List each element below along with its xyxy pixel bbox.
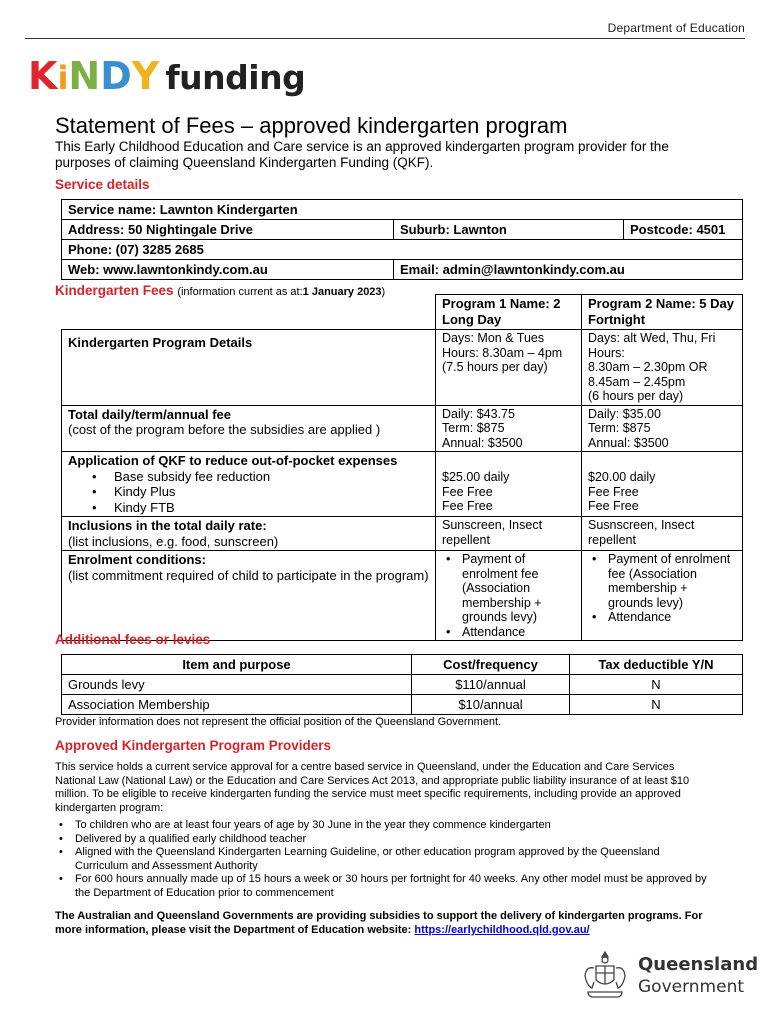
service-details-heading: Service details [55,177,150,192]
column-header: Cost/frequency [412,655,570,675]
program-2-details [582,330,743,406]
program-details-label: Kindergarten Program Details [62,330,436,406]
column-header: Item and purpose [62,655,412,675]
approved-providers-text: This service holds a current service approval for a centre based service in Queensland, under the Education and Care Services National Law (National Law) or the Education and Care Services Act 2013, and appropriate public liability insurance of at least $10 million. To be eligible to receive kindergarten funding the service must meet specific requirements, including provide an approved kindergarten program: [55,761,690,814]
inclusions-title: Inclusions in the total daily rate: [68,518,267,533]
p2-total-line: Term: $875 [588,421,651,435]
p2-detail-line: Days: alt Wed, Thu, Fri [588,331,716,345]
table-row [62,675,743,695]
funding-wordmark: funding [165,58,306,97]
p2-detail-line: Hours: [588,345,625,360]
program-1-total [436,405,582,452]
enrolment-label [62,551,436,641]
intro-text: This Early Childhood Education and Care service is an approved kindergarten program provider for the purposes of claiming Queensland Kindergarten Funding (QKF). [55,139,669,170]
page-title: Statement of Fees – approved kindergarten program [55,113,568,138]
program-1-inclusions: Sunscreen, Insect repellent [436,517,582,551]
queensland-government-logo [578,948,759,1004]
p2-detail-line: (6 hours per day) [588,389,684,403]
p1-total-line: Daily: $43.75 [442,406,515,421]
kindy-letter: N [68,54,101,98]
table-cell: Grounds levy [62,675,412,695]
program-2-enrolment [582,551,743,641]
table-cell: $110/annual [412,675,570,695]
table-row [62,695,743,715]
department-website-link[interactable]: https://earlychildhood.qld.gov.au/ [414,924,590,936]
fees-note-prefix: (information current as at: [177,286,303,298]
enrolment-title: Enrolment conditions: [68,552,206,567]
department-name: Department of Education [607,21,745,35]
funding-statement [55,909,725,937]
table-cell: N [570,695,743,715]
p1-total-line: Annual: $3500 [442,435,523,450]
kindy-letter: K [28,54,58,98]
list-item: • Attendance [588,610,736,625]
logo-line-government: Government [638,977,745,997]
total-fee-label [62,405,436,452]
kindy-letter: D [100,54,132,98]
inclusions-label [62,517,436,551]
funding-statement-text: The Australian and Queensland Governments are providing subsidies to support the delivery of kindergarten programs. For more information, please visit the Department of Education website: [55,910,703,936]
list-item: • For 600 hours annually made up of 15 hours a week or 30 hours per fortnight for 40 weeks. Any other model must be approved by the Department of Education prior to commencement [55,873,715,900]
total-fee-title: Total daily/term/annual fee [68,406,232,422]
program-2-inclusions: Susnscreen, Insect repellent [582,517,743,551]
coat-of-arms-icon [578,948,632,1002]
approved-requirements-list [55,819,715,900]
column-header: Tax deductible Y/N [570,655,743,675]
list-item: • Base subsidy fee reduction [68,469,429,485]
additional-fees-table [61,654,743,715]
kindy-letter: i [57,59,69,97]
service-suburb: Suburb: Lawnton [394,220,624,240]
list-item: • Attendance [442,625,575,640]
queensland-government-wordmark [638,954,758,998]
enrolment-subtitle: (list commitment required of child to participate in the program) [68,567,429,583]
program-1-name: Program 1 Name: 2 Long Day [436,295,582,330]
fees-note-suffix: ) [381,286,386,298]
kindy-funding-logo [28,54,305,98]
list-item: • Payment of enrolment fee (Association membership + grounds levy) [442,552,575,625]
list-item: • Kindy FTB [68,500,429,516]
service-name: Service name: Lawnton Kindergarten [62,200,743,220]
kindy-wordmark [28,54,159,100]
p1-qkf-line: Fee Free [442,484,493,499]
p2-detail-line: 8.30am – 2.30pm OR [588,360,708,374]
p1-detail-line: Hours: 8.30am – 4pm [442,345,563,360]
p2-total-line: Daily: $35.00 [588,406,661,421]
list-item: • Aligned with the Queensland Kindergarten Learning Guideline, or other education program approved by the Queensland Curriculum and Assessment Authority [55,846,715,873]
qkf-title: Application of QKF to reduce out-of-pocket expenses [68,453,398,468]
program-2-name: Program 2 Name: 5 Day Fortnight [582,295,743,330]
list-item: • Kindy Plus [68,484,429,500]
list-item: • Delivered by a qualified early childhood teacher [55,833,715,847]
approved-providers-heading: Approved Kindergarten Program Providers [55,738,332,753]
qkf-list [68,469,429,516]
qkf-label [62,452,436,517]
p1-detail-line: (7.5 hours per day) [442,360,548,374]
list-item: • To children who are at least four years of age by 30 June in the year they commence kindergarten [55,819,715,833]
program-2-total [582,405,743,452]
provider-note: Provider information does not represent the official position of the Queensland Government. [55,716,502,728]
inclusions-subtitle: (list inclusions, e.g. food, sunscreen) [68,533,279,549]
table-cell: N [570,675,743,695]
additional-fees-heading: Additional fees or levies [55,632,211,647]
p1-qkf-line: $25.00 daily [442,470,510,484]
logo-line-queensland: Queensland [638,954,759,975]
program-2-qkf [582,452,743,517]
p2-detail-line: 8.45am – 2.45pm [588,374,686,389]
p1-detail-line: Days: Mon & Tues [442,331,545,345]
p1-total-line: Term: $875 [442,421,505,435]
list-item: • Payment of enrolment fee (Association membership + grounds levy) [588,552,736,610]
service-details-table [61,199,743,280]
service-web: Web: www.lawntonkindy.com.au [62,260,394,280]
kindergarten-fees-table [61,294,743,641]
service-address: Address: 50 Nightingale Drive [62,220,394,240]
kindy-letter: Y [131,54,160,98]
program-1-enrolment [436,551,582,641]
p2-qkf-line: Fee Free [588,484,639,499]
header-divider [25,38,745,39]
fees-note-date: 1 January 2023 [302,286,382,298]
total-fee-subtitle: (cost of the program before the subsidies are applied ) [68,422,381,437]
p1-qkf-line: Fee Free [442,499,493,513]
service-phone: Phone: (07) 3285 2685 [62,240,743,260]
program-1-details [436,330,582,406]
program-1-qkf [436,452,582,517]
service-postcode: Postcode: 4501 [624,220,743,240]
table-cell: Association Membership [62,695,412,715]
kindergarten-fees-title: Kindergarten Fees [55,283,174,298]
p2-total-line: Annual: $3500 [588,435,669,450]
p2-qkf-line: $20.00 daily [588,470,656,484]
p2-qkf-line: Fee Free [588,499,639,513]
service-email: Email: admin@lawntonkindy.com.au [394,260,743,280]
table-cell: $10/annual [412,695,570,715]
